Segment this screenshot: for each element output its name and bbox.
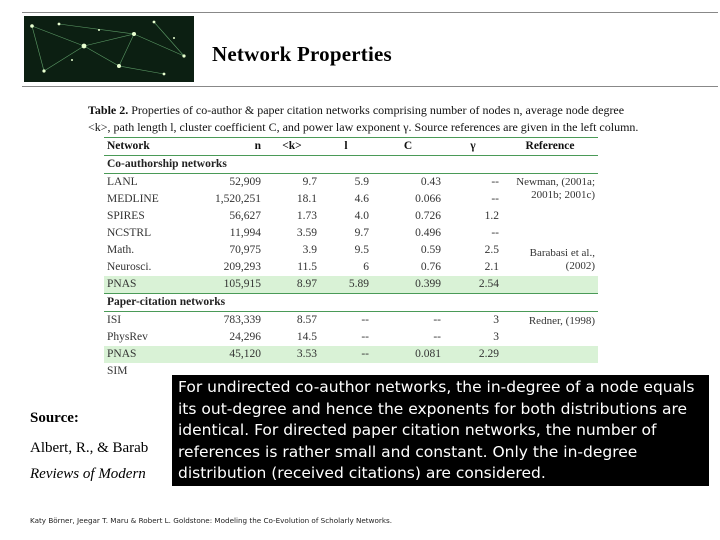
cell-gamma: -- xyxy=(491,176,499,188)
cell-gamma: 3 xyxy=(493,314,499,326)
table-row xyxy=(104,312,598,330)
cell-l: 5.89 xyxy=(320,276,372,294)
table-row-highlighted xyxy=(104,346,598,363)
top-rule xyxy=(22,12,718,13)
col-header-c: C xyxy=(372,138,444,156)
source-citation-line: Albert, R., & Barab xyxy=(30,440,149,456)
cell-c: 0.081 xyxy=(372,346,444,363)
cell-c: 0.066 xyxy=(415,193,441,205)
col-header-n: n xyxy=(196,138,264,156)
section-label: Co-authorship networks xyxy=(104,156,598,174)
table-header-row xyxy=(104,138,598,156)
table-row xyxy=(104,225,598,242)
network-properties-table xyxy=(104,137,598,380)
source-label: Source: xyxy=(30,410,79,426)
cell-network: MEDLINE xyxy=(107,193,159,205)
cell-n: 70,975 xyxy=(229,244,261,256)
cell-n: 56,627 xyxy=(229,210,261,222)
cell-c: 0.76 xyxy=(420,261,441,273)
cell-k: 11.5 xyxy=(297,261,317,273)
cell-network: NCSTRL xyxy=(107,227,152,239)
cell-k: 8.97 xyxy=(264,276,320,294)
cell-reference-redner: Redner, (1998) xyxy=(528,315,595,327)
cell-k: 1.73 xyxy=(296,210,317,222)
cell-l: -- xyxy=(361,314,369,326)
cell-gamma: -- xyxy=(491,193,499,205)
cell-network: SIM xyxy=(107,365,128,377)
cell-network: PNAS xyxy=(104,346,196,363)
section-row-coauthor xyxy=(104,156,598,174)
cell-n: 209,293 xyxy=(223,261,261,273)
cell-l: 9.5 xyxy=(354,244,369,256)
cell-k: 3.59 xyxy=(296,227,317,239)
cell-gamma: 2.29 xyxy=(444,346,502,363)
table-caption-label: Table 2. xyxy=(88,103,129,117)
cell-c: 0.496 xyxy=(415,227,441,239)
cell-network: Neurosci. xyxy=(107,261,152,273)
cell-n: 11,994 xyxy=(229,227,261,239)
cell-c: 0.726 xyxy=(415,210,441,222)
cell-network: ISI xyxy=(107,314,122,326)
cell-k: 3.53 xyxy=(264,346,320,363)
cell-l: 4.0 xyxy=(354,210,369,222)
cell-network: PhysRev xyxy=(107,331,148,343)
cell-k: 3.9 xyxy=(302,244,317,256)
col-header-k: <k> xyxy=(264,138,320,156)
cell-k: 14.5 xyxy=(296,331,317,343)
cell-l: 9.7 xyxy=(354,227,369,239)
title-rule xyxy=(22,86,718,87)
header-network-image xyxy=(24,16,194,82)
cell-reference-empty xyxy=(502,346,598,363)
cell-c: -- xyxy=(433,331,441,343)
cell-n: 105,915 xyxy=(196,276,264,294)
col-header-l: l xyxy=(320,138,372,156)
network-graphic xyxy=(24,16,194,82)
cell-k: 9.7 xyxy=(302,176,317,188)
cell-gamma: -- xyxy=(491,227,499,239)
cell-gamma: 2.54 xyxy=(444,276,502,294)
cell-l: -- xyxy=(320,346,372,363)
cell-n: 45,120 xyxy=(196,346,264,363)
cell-network: PNAS xyxy=(104,276,196,294)
cell-gamma: 2.1 xyxy=(484,261,499,273)
cell-gamma: 3 xyxy=(493,331,499,343)
col-header-network: Network xyxy=(104,138,196,156)
col-header-reference: Reference xyxy=(502,138,598,156)
footer-credits: Katy Börner, Jeegar T. Maru & Robert L. Goldstone: Modeling the Co-Evolution of Scholarly Networks. xyxy=(30,516,393,525)
cell-n: 24,296 xyxy=(229,331,261,343)
cell-n: 52,909 xyxy=(229,176,261,188)
table-row-highlighted xyxy=(104,276,598,294)
cell-reference-newman: Newman, (2001a; 2001b; 2001c) xyxy=(516,176,595,201)
cell-reference-empty xyxy=(502,276,598,294)
cell-network: SPIRES xyxy=(107,210,145,222)
cell-network: LANL xyxy=(107,176,138,188)
cell-c: 0.59 xyxy=(420,244,441,256)
section-row-citation xyxy=(104,294,598,312)
table-caption xyxy=(88,102,648,136)
cell-l: 6 xyxy=(363,261,369,273)
cell-n: 783,339 xyxy=(223,314,261,326)
cell-n: 1,520,251 xyxy=(215,193,261,205)
cell-reference-barabasi: Barabasi et al., (2002) xyxy=(529,247,595,272)
cell-c: -- xyxy=(433,314,441,326)
cell-k: 18.1 xyxy=(296,193,317,205)
cell-k: 8.57 xyxy=(296,314,317,326)
cell-c: 0.399 xyxy=(372,276,444,294)
table-caption-text: Properties of co-author & paper citation networks comprising number of nodes n, average node degree <k>, path length l, cluster coefficient C, and power law exponent γ. Source references are given in the left column. xyxy=(88,103,639,134)
section-label: Paper-citation networks xyxy=(104,294,598,312)
table-row xyxy=(104,174,598,192)
cell-l: 5.9 xyxy=(354,176,369,188)
cell-reference-empty xyxy=(502,225,598,242)
table-row xyxy=(104,242,598,259)
cell-network: Math. xyxy=(107,244,135,256)
annotation-overlay: For undirected co-author networks, the in-degree of a node equals its out-degree and hence the exponents for both distributions are identical. For directed paper citation networks, the number of references is rather small and constant. Only the in-degree distribution (received citations) are considered. xyxy=(172,375,709,486)
page-title: Network Properties xyxy=(212,42,392,66)
source-journal-line: Reviews of Modern xyxy=(30,466,146,482)
cell-gamma: 2.5 xyxy=(484,244,499,256)
cell-l: -- xyxy=(361,331,369,343)
col-header-gamma: γ xyxy=(444,138,502,156)
cell-gamma: 1.2 xyxy=(484,210,499,222)
cell-l: 4.6 xyxy=(354,193,369,205)
cell-c: 0.43 xyxy=(420,176,441,188)
